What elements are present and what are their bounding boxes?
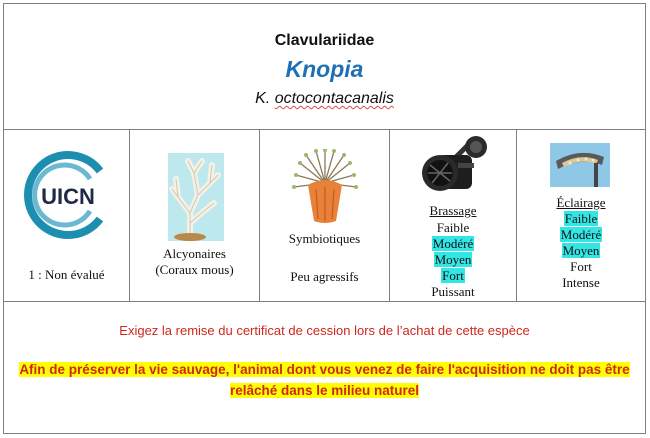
lighting-title: Éclairage (556, 195, 606, 210)
genus-name: Knopia (285, 56, 364, 82)
iucn-logo-icon (22, 149, 114, 241)
release-warning-line1: Afin de préserver la vie sauvage, l'animal dont vous venez de faire l'acquisition ne doit pas être (19, 362, 630, 377)
lighting-cell (517, 129, 645, 301)
lighting-level-fort: Fort (570, 259, 592, 274)
lighting-level-modere: Modéré (560, 227, 602, 242)
wave-pump-icon (418, 135, 490, 201)
feeding-label: Symbiotiques (288, 231, 361, 246)
lighting-level-faible: Faible (564, 211, 598, 226)
flow-level-faible: Faible (436, 220, 470, 235)
coral-type-line2: (Coraux mous) (155, 262, 234, 277)
family-name: Clavulariidae (274, 32, 375, 49)
species-prefix: K. (255, 90, 275, 107)
flow-cell (390, 129, 517, 301)
footer (4, 301, 645, 435)
lamp-icon (550, 143, 610, 187)
flow-level-moyen: Moyen (434, 252, 472, 267)
release-warning (12, 359, 637, 401)
species-sheet (3, 3, 646, 434)
soft-coral-icon (168, 153, 224, 241)
lighting-level-intense: Intense (562, 275, 600, 290)
behavior-cell (260, 129, 390, 301)
coral-type-line1: Alcyonaires (163, 246, 226, 261)
flow-level-modere: Modéré (432, 236, 474, 251)
species-name (4, 90, 645, 108)
species-epithet: octocontacanalis (274, 90, 394, 107)
release-warning-line2: relâché dans le milieu naturel (229, 383, 420, 398)
attributes-row (4, 129, 645, 302)
polyp-icon (292, 149, 358, 225)
flow-level-puissant: Puissant (431, 284, 475, 299)
coral-type-cell (130, 129, 260, 301)
iucn-status: 1 : Non évalué (28, 267, 105, 282)
species-header (4, 4, 645, 130)
flow-level-fort: Fort (442, 268, 464, 283)
flow-title: Brassage (429, 203, 477, 218)
temperament-label: Peu agressifs (290, 269, 359, 284)
certificate-notice: Exigez la remise du certificat de cession lors de l’achat de cette espèce (119, 323, 530, 338)
iucn-cell (4, 129, 130, 301)
iucn-logo-text: UICN (41, 184, 95, 209)
lighting-level-moyen: Moyen (562, 243, 600, 258)
